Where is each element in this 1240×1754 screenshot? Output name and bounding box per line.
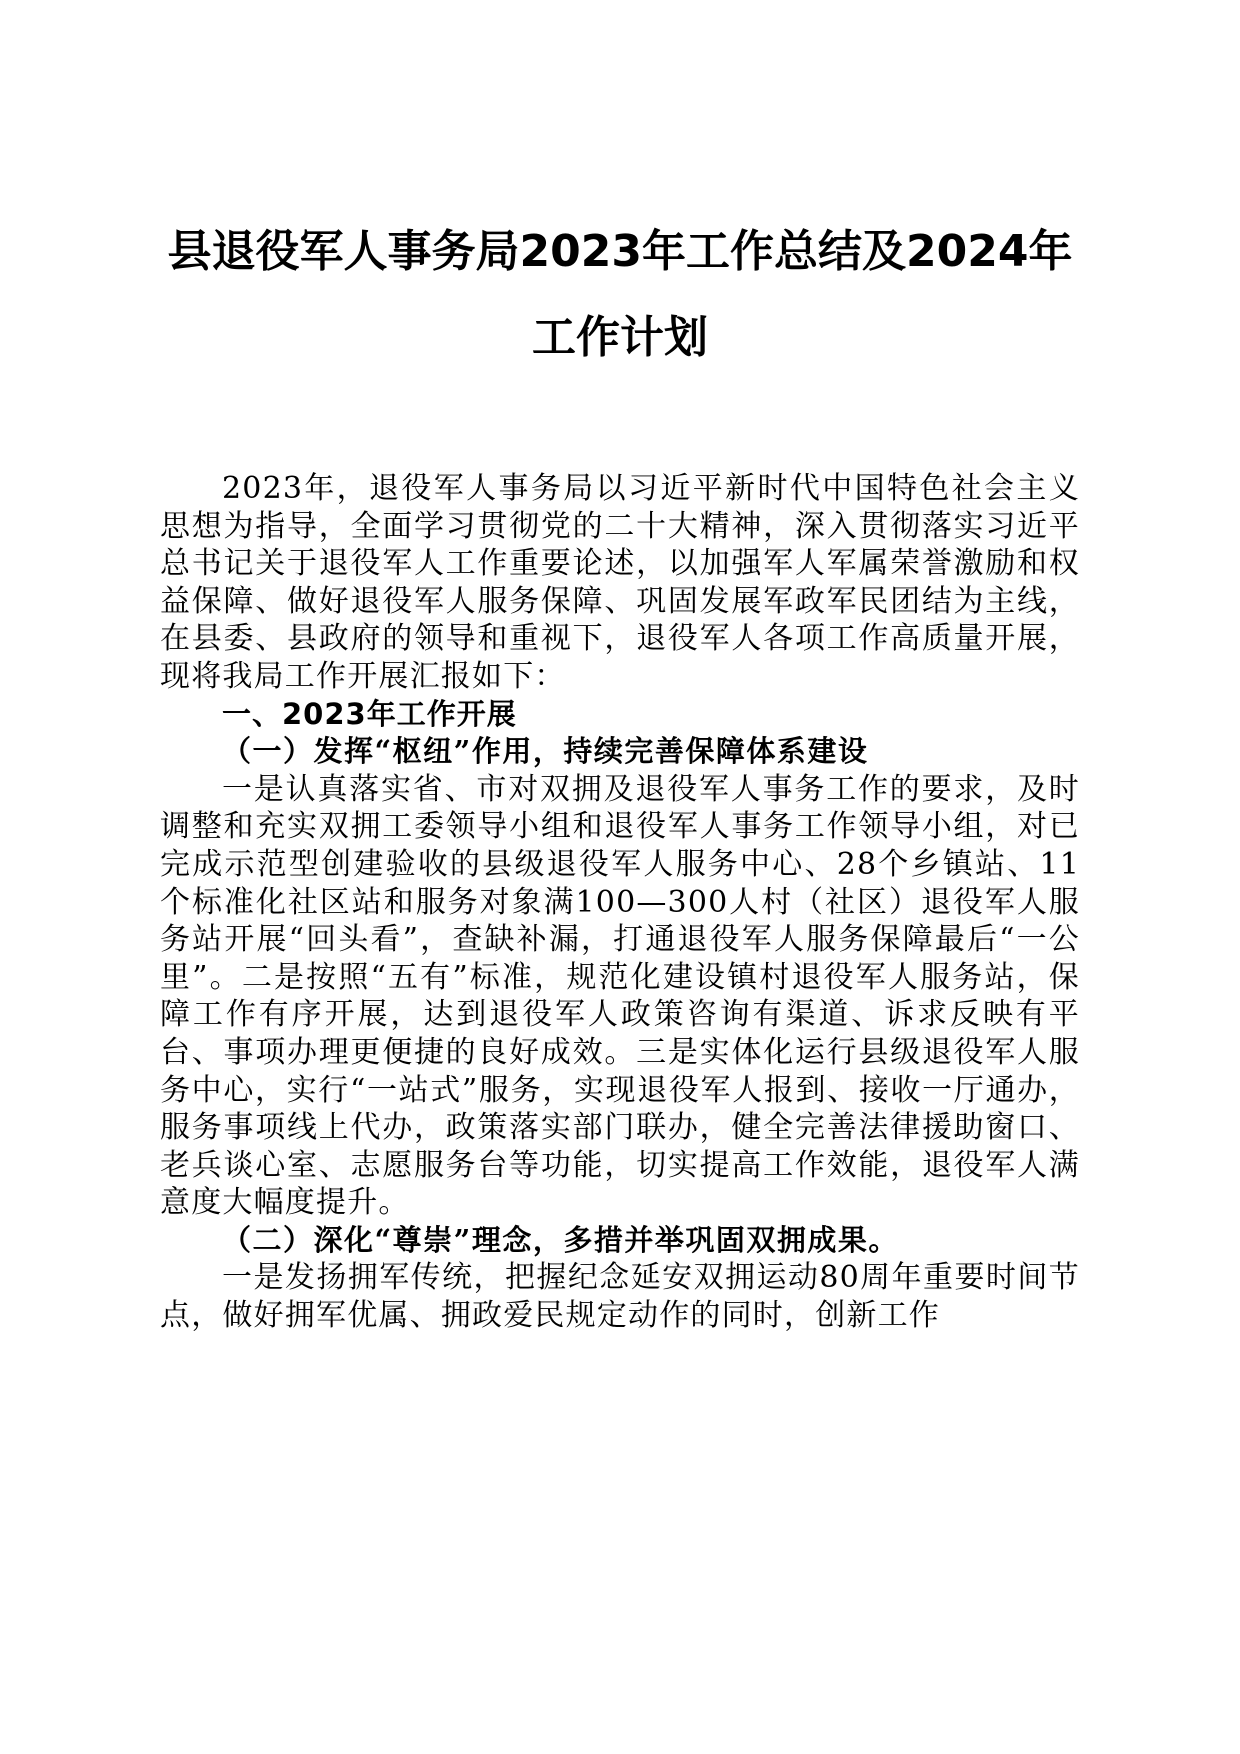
subsection-1-paragraph: 一是认真落实省、市对双拥及退役军人事务工作的要求，及时调整和充实双拥工委领导小组和退役军人事务工作领导小组，对已完成示范型创建验收的县级退役军人服务中心、28个乡镇站、11个标准化社区站和服务对象满100—300人村（社区）退役军人服务站开展“回头看”，查缺补漏，打通退役军人服务保障最后“一公里”。二是按照“五有”标准，规范化建设镇村退役军人服务站，保障工作有序开展，达到退役军人政策咨询有渠道、诉求反映有平台、事项办理更便捷的良好成效。三是实体化运行县级退役军人服务中心，实行“一站式”服务，实现退役军人报到、接收一厅通办，服务事项线上代办，政策落实部门联办，健全完善法律援助窗口、老兵谈心室、志愿服务台等功能，切实提高工作效能，退役军人满意度大幅度提升。 <box>160 771 1080 1221</box>
subsection-2-paragraph: 一是发扬拥军传统，把握纪念延安双拥运动80周年重要时间节点，做好拥军优属、拥政爱民规定动作的同时，创新工作 <box>160 1260 1080 1334</box>
section-heading-1: 一、2023年工作开展 <box>222 696 517 731</box>
subsection-heading-1: （一）发挥“枢纽”作用，持续完善保障体系建设 <box>222 734 869 769</box>
intro-paragraph: 2023年，退役军人事务局以习近平新时代中国特色社会主义思想为指导，全面学习贯彻党的二十大精神，深入贯彻落实习近平总书记关于退役军人工作重要论述，以加强军人军属荣誉激励和权益保障、做好退役军人服务保障、巩固发展军政军民团结为主线，在县委、县政府的领导和重视下，退役军人各项工作高质量开展，现将我局工作开展汇报如下： <box>160 471 1080 694</box>
title-line-2: 工作计划 <box>532 312 708 363</box>
title-line-1: 县退役军人事务局2023年工作总结及2024年 <box>167 226 1073 277</box>
document-title <box>150 224 1090 366</box>
subsection-heading-2: （二）深化“尊崇”理念，多措并举巩固双拥成果。 <box>222 1222 899 1257</box>
document-body <box>160 470 1080 1335</box>
